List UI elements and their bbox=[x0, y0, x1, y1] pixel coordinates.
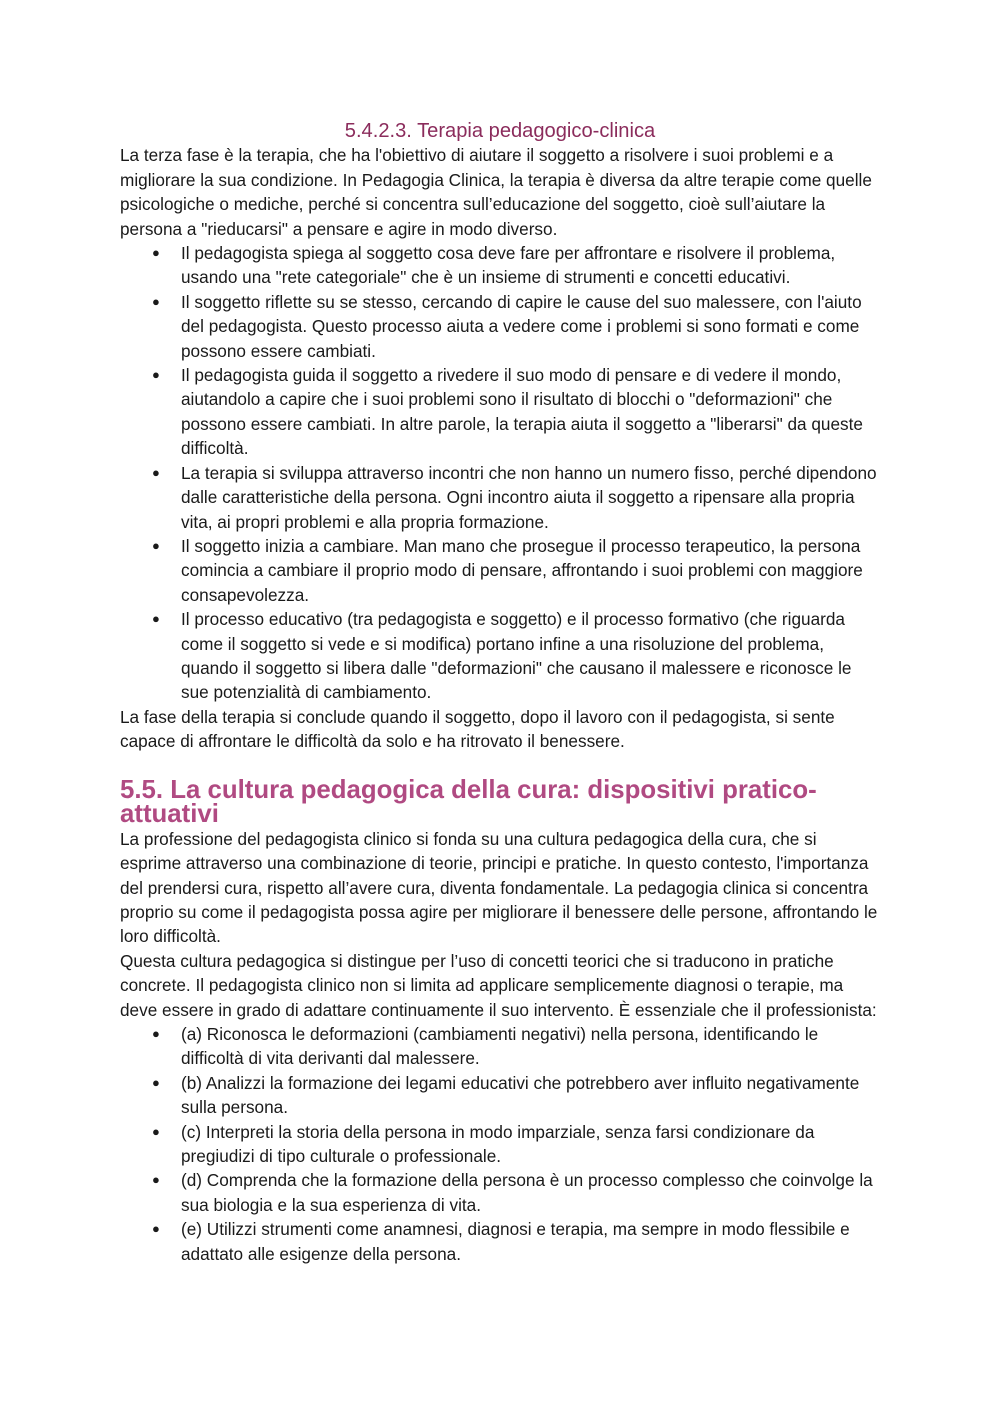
page-content bbox=[120, 119, 880, 1266]
professional-requirements-list bbox=[120, 1022, 880, 1266]
list-item: ● Il soggetto inizia a cambiare. Man mano che prosegue il processo terapeutico, la persona comincia a cambiare il proprio modo di pensare, affrontando i suoi problemi con maggiore consapevolezza. bbox=[181, 534, 880, 607]
list-item: ● (d) Comprenda che la formazione della persona è un processo complesso che coinvolge la sua biologia e la sua esperienza di vita. bbox=[181, 1168, 880, 1217]
list-item: ● (c) Interpreti la storia della persona in modo imparziale, senza farsi condizionare da pregiudizi di tipo culturale o professionale. bbox=[181, 1120, 880, 1169]
list-item: ● (a) Riconosca le deformazioni (cambiamenti negativi) nella persona, identificando le difficoltà di vita derivanti dal malessere. bbox=[181, 1022, 880, 1071]
list-item: ● (e) Utilizzi strumenti come anamnesi, diagnosi e terapia, ma sempre in modo flessibile e adattato alle esigenze della persona. bbox=[181, 1217, 880, 1266]
list-item: ● (b) Analizzi la formazione dei legami educativi che potrebbero aver influito negativamente sulla persona. bbox=[181, 1071, 880, 1120]
list-item: ● Il pedagogista spiega al soggetto cosa deve fare per affrontare e risolvere il problema, usando una "rete categoriale" che è un insieme di strumenti e concetti educativi. bbox=[181, 241, 880, 290]
list-item: ● Il processo educativo (tra pedagogista e soggetto) e il processo formativo (che riguarda come il soggetto si vede e si modifica) portano infine a una risoluzione del problema, quando il soggetto si libera dalle "deformazioni" che causano il malessere e riconosce le sue potenzialità di cambiamento. bbox=[181, 607, 880, 705]
therapy-conclusion-paragraph: La fase della terapia si conclude quando il soggetto, dopo il lavoro con il pedagogista, si sente capace di affrontare le difficoltà da solo e ha ritrovato il benessere. bbox=[120, 706, 835, 752]
care-culture-paragraph: La professione del pedagogista clinico si fonda su una cultura pedagogica della cura, che si esprime attraverso una combinazione di teorie, principi e pratiche. In questo contesto, l'importanza del prendersi cura, rispetto all’avere cura, diventa fondamentale. La pedagogia clinica si concentra proprio su come il pedagogista possa agire per migliorare il benessere delle persone, affrontando le loro difficoltà. bbox=[120, 828, 878, 947]
therapy-steps-list bbox=[120, 241, 880, 705]
theory-practice-paragraph: Questa cultura pedagogica si distingue per l’uso di concetti teorici che si traducono in pratiche concrete. Il pedagogista clinico non si limita ad applicare semplicemente diagnosi o terapie, ma deve essere in grado di adattare continuamente il suo intervento. È essenziale che il professionista: bbox=[120, 950, 877, 1020]
section-title: 5.5. La cultura pedagogica della cura: dispositivi pratico-attuativi bbox=[120, 775, 817, 829]
list-item: ● La terapia si sviluppa attraverso incontri che non hanno un numero fisso, perché dipendono dalle caratteristiche della persona. Ogni incontro aiuta il soggetto a ripensare alla propria vita, ai propri problemi e alla propria formazione. bbox=[181, 461, 880, 534]
list-item: ● Il pedagogista guida il soggetto a rivedere il suo modo di pensare e di vedere il mondo, aiutandolo a capire che i suoi problemi sono il risultato di blocchi o "deformazioni" che possono essere cambiati. In altre parole, la terapia aiuta il soggetto a "liberarsi" da queste difficoltà. bbox=[181, 363, 880, 461]
therapy-intro-paragraph: La terza fase è la terapia, che ha l'obiettivo di aiutare il soggetto a risolvere i suoi problemi e a migliorare la sua condizione. In Pedagogia Clinica, la terapia è diversa da altre terapie come quelle psicologiche o mediche, perché si concentra sull’educazione del soggetto, cioè sull’aiutare la persona a "rieducarsi" a pensare e agire in modo diverso. bbox=[120, 145, 872, 239]
subsection-title: 5.4.2.3. Terapia pedagogico-clinica bbox=[344, 120, 656, 142]
list-item: ● Il soggetto riflette su se stesso, cercando di capire le cause del suo malessere, con l'aiuto del pedagogista. Questo processo aiuta a vedere come i problemi si sono formati e come possono essere cambiati. bbox=[181, 290, 880, 363]
